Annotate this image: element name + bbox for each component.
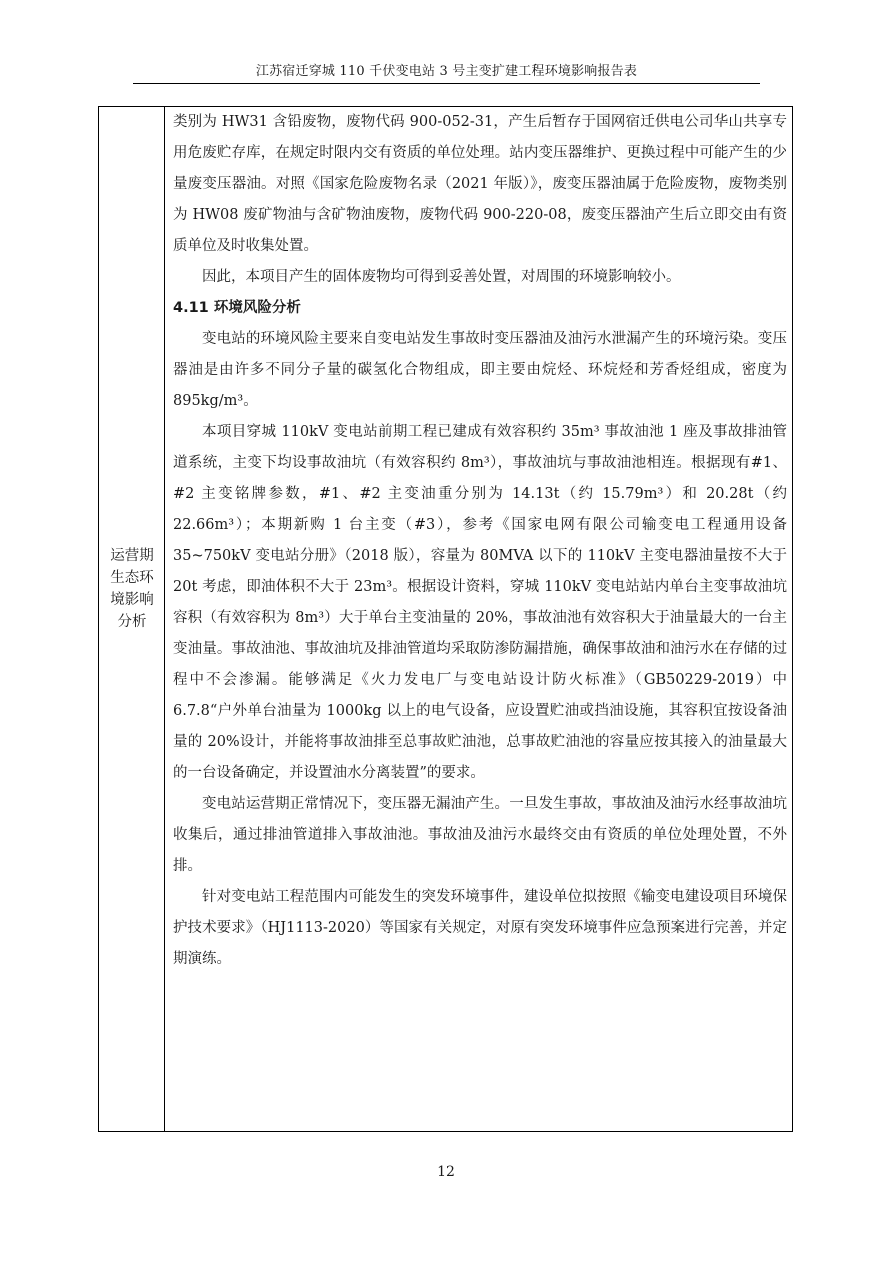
paragraph-hazardous-waste: 类别为 HW31 含铅废物，废物代码 900-052-31，产生后暂存于国网宿迁供电公司华山共享专用危废贮存库，在规定时限内交有资质的单位处理。站内变压器维护、更换过程中可能产生的少量废变压器油。对照《国家危险废物名录（2021 年版）》，废变压器油属于危险废物，废物类别为 HW08 废矿物油与含矿物油废物，废物代码 900-220-08，废变压器油产生后立即交由有资质单位及时收集处置。 <box>173 114 787 254</box>
page-header-title: 江苏宿迁穿城 110 千伏变电站 3 号主变扩建工程环境影响报告表 <box>255 64 638 79</box>
row-label-cell <box>99 107 165 1131</box>
page-number: 12 <box>437 1164 455 1180</box>
paragraph-project-facilities: 本项目穿城 110kV 变电站前期工程已建成有效容积约 35m³ 事故油池 1 座及事故排油管道系统，主变下均设事故油坑（有效容积约 8m³），事故油坑与事故油池相连。根据现有#1、#2 主变铭牌参数，#1、#2 主变油重分别为 14.13t（约 15.79m³）和 20.28t（约 22.66m³）；本期新购 1 台主变（#3），参考《国家电网有限公司输变电工程通用设备 35~750kV 变电站分册》（2018 版），容量为 80MVA 以下的 110kV 主变电器油量按不大于 20t 考虑，即油体积不大于 23m³。根据设计资料，穿城 110kV 变电站站内单台主变事故油坑容积（有效容积为 8m³）大于单台主变油量的 20%，事故油池有效容积大于油量最大的一台主变油量。事故油池、事故油坑及排油管道均采取防渗防漏措施，确保事故油和油污水在存储的过程中不会渗漏。能够满足《火力发电厂与变电站设计防火标准》（GB50229-2019）中 6.7.8“户外单台油量为 1000kg 以上的电气设备，应设置贮油或挡油设施，其容积宜按设备油量的 20%设计，并能将事故油排至总事故贮油池，总事故贮油池的容量应按其接入的油量最大的一台设备确定，并设置油水分离装置”的要求。 <box>173 424 787 781</box>
paragraph-risk-source: 变电站的环境风险主要来自变电站发生事故时变压器油及油污水泄漏产生的环境污染。变压器油是由许多不同分子量的碳氢化合物组成，即主要由烷烃、环烷烃和芳香烃组成，密度为 895kg/m³。 <box>173 331 787 409</box>
section-heading-environmental-risk: 4.11 环境风险分析 <box>173 300 301 316</box>
content-cell <box>173 107 787 975</box>
row-label: 运营期 生态环 境影响 分析 <box>110 548 154 630</box>
paragraph-operation: 变电站运营期正常情况下，变压器无漏油产生。一旦发生事故，事故油及油污水经事故油坑收集后，通过排油管道排入事故油池。事故油及油污水最终交由有资质的单位处理处置，不外排。 <box>173 796 787 874</box>
report-table <box>98 106 793 1132</box>
paragraph-emergency-plan: 针对变电站工程范围内可能发生的突发环境事件，建设单位拟按照《输变电建设项目环境保护技术要求》（HJ1113-2020）等国家有关规定，对原有突发环境事件应急预案进行完善，并定期演练。 <box>173 889 787 967</box>
header-rule <box>133 83 760 84</box>
paragraph-solid-waste-conclusion: 因此，本项目产生的固体废物均可得到妥善处置，对周围的环境影响较小。 <box>202 269 681 285</box>
